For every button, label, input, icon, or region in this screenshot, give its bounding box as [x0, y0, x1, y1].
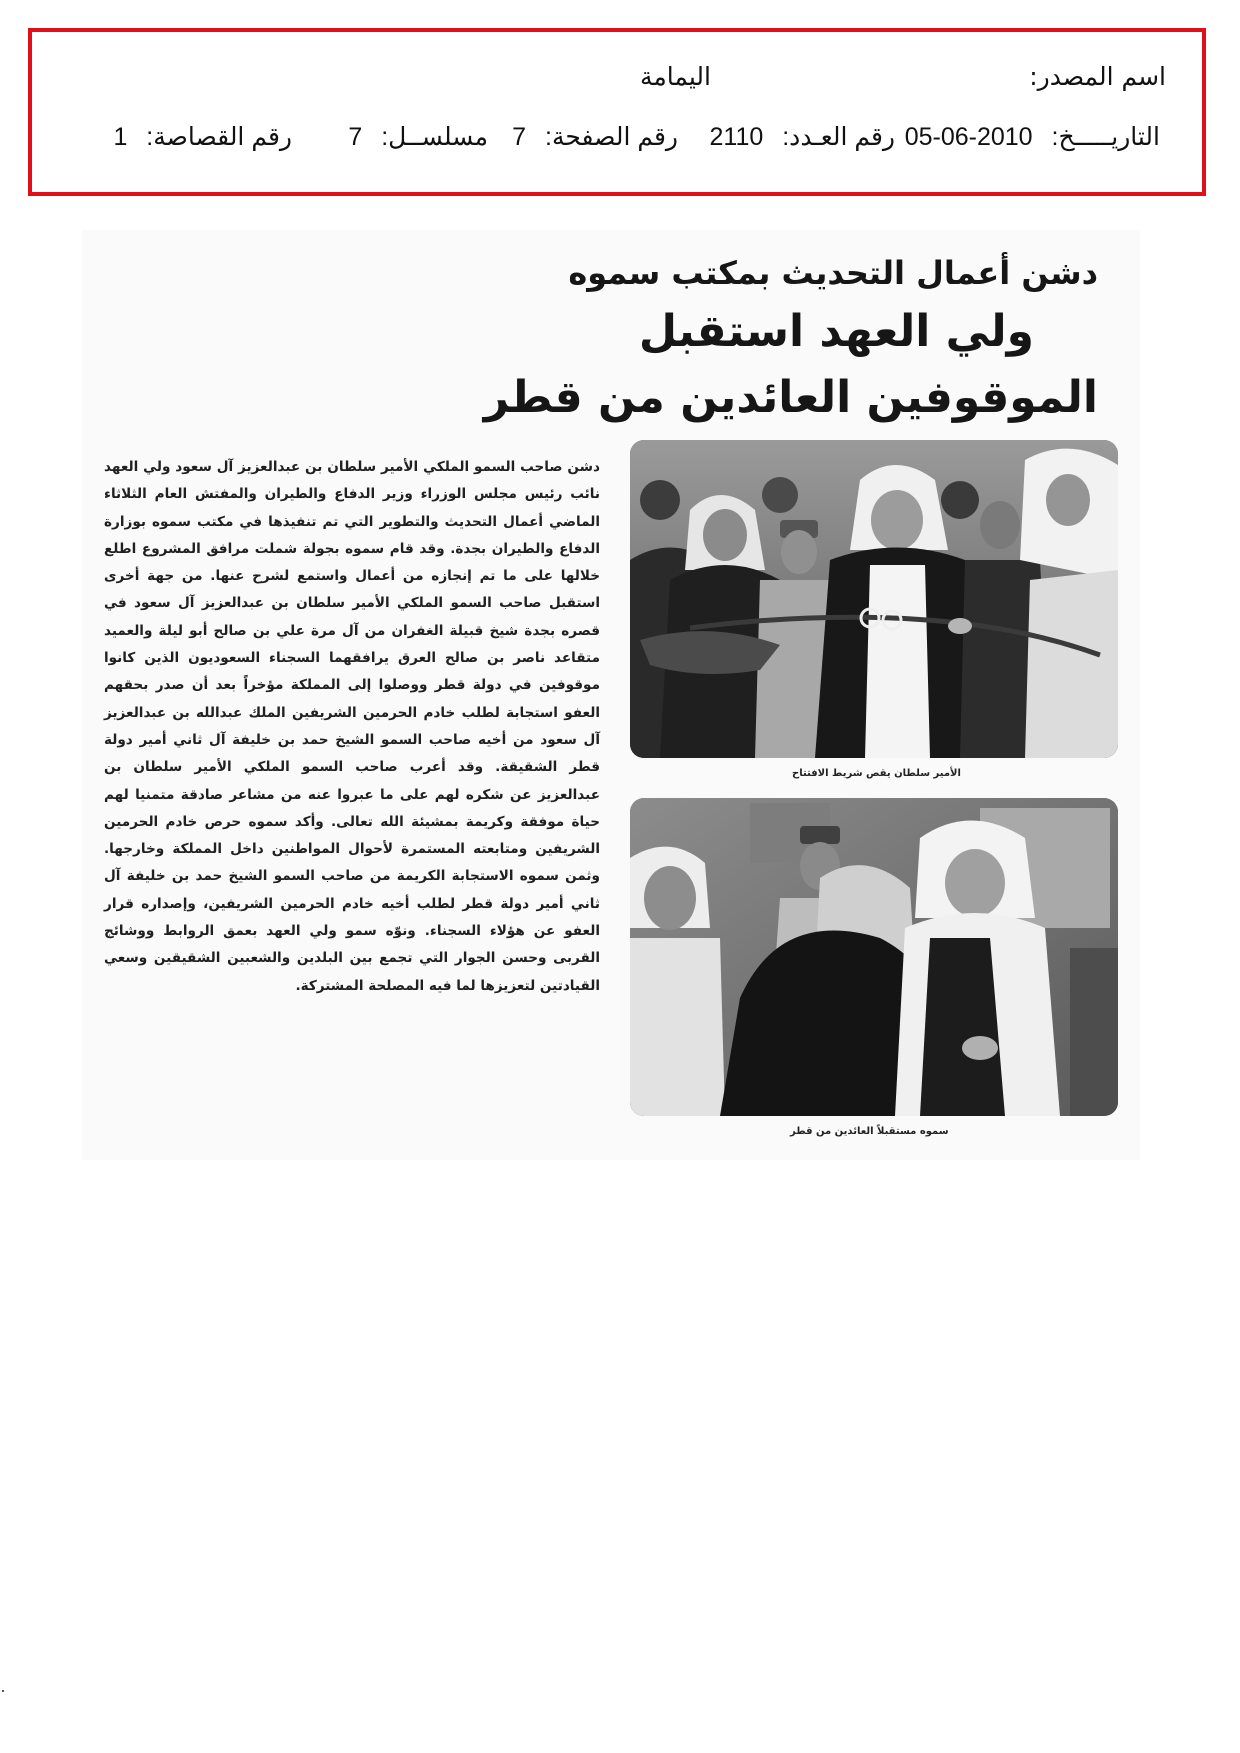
page-value: 7 [512, 123, 527, 151]
article-title-line-2: الموقوفين العائدين من قطر [483, 372, 1098, 423]
source-row [68, 62, 1166, 102]
serial-label: مسلســل: [381, 123, 488, 151]
issue-value: 2110 [709, 123, 764, 151]
article-title-line-1: ولي العهد استقبل [638, 306, 1034, 357]
date-field [905, 122, 1160, 152]
issue-field [710, 122, 895, 152]
reception-photo-art [630, 798, 1118, 1116]
serial-field [348, 122, 488, 152]
article-clipping [82, 230, 1140, 1160]
page-label: رقم الصفحة: [545, 123, 678, 151]
source-value: اليمامة [640, 62, 711, 91]
serial-value: 7 [348, 123, 363, 151]
article-kicker: دشن أعمال التحديث بمكتب سموه [568, 254, 1098, 292]
reception-photo [630, 798, 1118, 1116]
article-body: دشن صاحب السمو الملكي الأمير سلطان بن عبدالعزيز آل سعود ولي العهد نائب رئيس مجلس الوزراء وزير الدفاع والطيران والمفتش العام الثلاثاء الماضي أعمال التحديث والتطوير التي تم تنفيذها في مكتب سموه بوزارة الدفاع والطيران بجدة. وقد قام سموه بجولة شملت مرافق المشروع اطلع خلالها على ما تم إنجازه من أعمال واستمع لشرح عنها. من جهة أخرى استقبل صاحب السمو الملكي الأمير سلطان بن عبدالعزيز آل سعود في قصره بجدة شيخ قبيلة الغفران من آل مرة علي بن صالح أبو ليلة والعميد متقاعد ناصر بن صالح العرق يرافقهما السجناء السعوديون الذين كانوا موقوفين في دولة قطر ووصلوا إلى المملكة مؤخراً بعد أن صدر بحقهم العفو استجابة لطلب خادم الحرمين الشريفين الملك عبدالله بن عبدالعزيز آل سعود من أخيه صاحب السمو الشيخ حمد بن خليفة آل ثاني أمير دولة قطر الشقيقة. وقد أعرب صاحب السمو الملكي الأمير سلطان بن عبدالعزيز عن شكره لهم على ما عبروا عنه من مشاعر صادقة متمنيا لهم حياة موفقة وكريمة بمشيئة الله تعالى. وأكد سموه حرص خادم الحرمين الشريفين ومتابعته المستمرة لأحوال المواطنين داخل المملكة وخارجها. وثمن سموه الاستجابة الكريمة من صاحب السمو الشيخ حمد بن خليفة آل ثاني أمير دولة قطر لطلب أخيه خادم الحرمين الشريفين، وإصداره قرار العفو عن هؤلاء السجناء. ونوّه سمو ولي العهد بعمق الروابط ووشائج القربى وحسن الجوار التي تجمع بين البلدين والشعبين الشقيقين وسعي القيادتين لتعزيزها لما فيه المصلحة المشتركة. [104, 459, 600, 994]
date-label: التاريـــــخ: [1051, 123, 1160, 151]
clip-number-label: رقم القصاصة: [146, 123, 292, 151]
issue-label: رقم العـدد: [782, 123, 895, 151]
source-label: اسم المصدر: [1029, 62, 1166, 91]
page-field [512, 122, 678, 152]
ribbon-cutting-caption: الأمير سلطان يقص شريط الافتتاح [792, 768, 961, 779]
ribbon-cutting-photo [630, 440, 1118, 758]
clip-number-field [113, 122, 292, 152]
fields-row [72, 122, 1160, 162]
date-value: 05-06-2010 [904, 123, 1033, 151]
reception-caption: سموه مستقبلاً العائدين من قطر [790, 1126, 949, 1137]
clip-number-value: 1 [113, 123, 128, 151]
ribbon-cutting-photo-art [630, 440, 1118, 758]
clipping-metadata-box [28, 28, 1206, 196]
scan-mark [2, 1690, 4, 1692]
